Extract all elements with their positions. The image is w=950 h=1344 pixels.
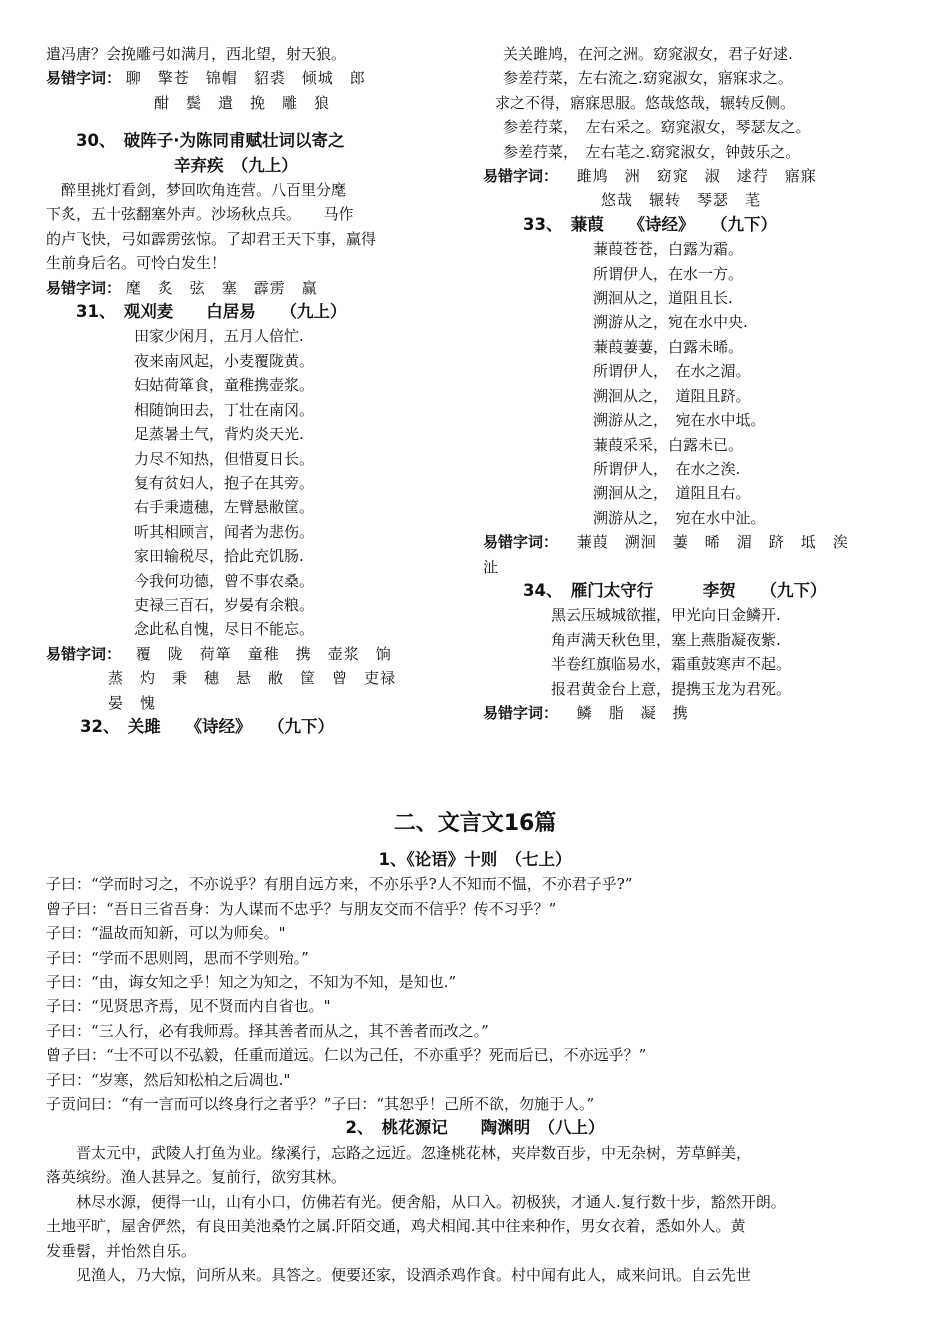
error-words-row xyxy=(46,642,451,666)
error-words: 晏 愧 xyxy=(108,693,157,712)
poem-line: 参差荇菜， 左右采之。窈窕淑女，琴瑟友之。 xyxy=(503,118,811,137)
poem-title: 31、 观刈麦 白居易 （九上） xyxy=(76,302,347,322)
poem-line: 田家少闲月，五月人倍忙. xyxy=(134,327,304,346)
poem-line: 参差荇菜，左右流之.窈窕淑女，寤寐求之。 xyxy=(503,69,793,88)
poem-line: 溯洄从之，道阻且长. xyxy=(593,289,733,308)
error-words: 蒹葭 溯洄 萋 晞 湄 跻 坻 涘 xyxy=(576,533,849,552)
error-words-label: 易错字词： xyxy=(483,533,559,552)
right-column xyxy=(483,42,903,725)
poem-line: 报君黄金台上意，提携玉龙为君死。 xyxy=(551,679,792,698)
left-column xyxy=(46,42,451,739)
error-words: 覆 陇 荷箪 童稚 携 壶浆 饷 xyxy=(135,644,392,663)
error-words-label: 易错字词： xyxy=(46,644,122,663)
poem-title: 33、 蒹葭 《诗经》 （九下） xyxy=(523,214,777,234)
poem-line: 溯游从之， 宛在水中坻。 xyxy=(593,411,766,430)
poem-line: 右手秉遗穗，左臂悬敝筐。 xyxy=(134,498,315,517)
poem-line: 相随饷田去，丁壮在南冈。 xyxy=(134,400,315,419)
poem-line: 溯洄从之， 道阻且跻。 xyxy=(593,386,751,405)
text-title: 1、《论语》十则 （七上） xyxy=(378,850,572,869)
poem-line: 所谓伊人， 在水之涘. xyxy=(593,459,741,478)
poem-line: 妇姑荷箪食，童稚携壶浆。 xyxy=(134,376,315,395)
classical-prose-section xyxy=(46,848,904,1287)
poem-line: 角声满天秋色里，塞上燕脂凝夜紫. xyxy=(551,630,781,649)
prose-line: 落英缤纷。渔人甚异之。复前行，欲穷其林。 xyxy=(46,1168,347,1187)
prose-line: 见渔人，乃大惊，问所从来。具答之。便要还家，设酒杀鸡作食。村中闻有此人，咸来问讯。自云先世 xyxy=(46,1265,752,1284)
poem-line: 溯洄从之， 道阻且右。 xyxy=(593,484,751,503)
error-words-label: 易错字词： xyxy=(483,703,559,722)
error-words-label: 易错字词： xyxy=(46,69,122,88)
error-words: 沚 xyxy=(483,557,499,576)
error-words-row xyxy=(46,276,451,300)
prose-line: 发垂髫，并怡然自乐。 xyxy=(46,1241,197,1260)
analects-line: 子曰：“学而不思则罔，思而不学则殆。” xyxy=(46,948,309,967)
poem-line: 复有贫妇人，抱子在其旁。 xyxy=(134,473,315,492)
prose-line: 林尽水源，便得一山，山有小口，仿佛若有光。便舍船，从口入。初极狭，才通人.复行数十步，豁然开朗。 xyxy=(46,1192,786,1211)
poem-line: 求之不得，寤寐思服。悠哉悠哉，辗转反侧。 xyxy=(495,93,796,112)
poem-line: 所谓伊人， 在水之湄。 xyxy=(593,362,751,381)
poem-line: 遣冯唐？会挽雕弓如满月，西北望，射天狼。 xyxy=(46,45,347,63)
analects-line: 子曰：“岁寒，然后知松柏之后凋也." xyxy=(46,1070,291,1089)
error-words-row xyxy=(46,66,451,90)
prose-line: 土地平旷，屋舍俨然，有良田美池桑竹之属.阡陌交通，鸡犬相闻.其中往来种作，男女衣着，悉如外人。黄 xyxy=(46,1217,746,1236)
poem-line: 半卷红旗临易水，霜重鼓寒声不起。 xyxy=(551,655,792,674)
poem-line: 黑云压城城欲摧，甲光向日金鳞开. xyxy=(551,606,781,625)
poem-line: 蒹葭采采，白露未已。 xyxy=(593,435,744,454)
poem-line: 足蒸暑土气，背灼炎天光. xyxy=(134,425,304,444)
poem-line: 的卢飞快，弓如霹雳弦惊。了却君王天下事，赢得 xyxy=(46,229,377,248)
error-words: 蒸 灼 秉 穗 悬 敝 筐 曾 吏禄 xyxy=(108,669,397,688)
error-words-row xyxy=(483,701,903,725)
poem-line: 参差荇菜， 左右芼之.窈窕淑女，钟鼓乐之。 xyxy=(503,142,801,161)
poem-line: 关关雎鸠，在河之洲。窈窕淑女，君子好逑. xyxy=(503,45,793,63)
analects-line: 子曰：“三人行，必有我师焉。择其善者而从之，其不善者而改之。” xyxy=(46,1021,489,1040)
error-words-label: 易错字词： xyxy=(46,278,122,297)
poem-title: 30、 破阵子·为陈同甫赋壮词以寄之 xyxy=(76,131,345,151)
poem-line: 夜来南风起，小麦覆陇黄。 xyxy=(134,351,315,370)
poem-line: 今我何功德，曾不事农桑。 xyxy=(134,571,315,590)
poem-title: 34、 雁门太守行 李贺 （九下） xyxy=(523,580,827,600)
poem-line: 生前身后名。可怜白发生！ xyxy=(46,254,227,273)
poem-line: 蒹葭萋萋，白露未晞。 xyxy=(593,337,744,356)
text-title: 2、 桃花源记 陶渊明 （八上） xyxy=(345,1118,605,1138)
analects-line: 子曰：“见贤思齐焉，见不贤而内自省也。" xyxy=(46,997,331,1016)
analects-line: 曾子曰：“士不可以不弘毅，任重而道远。仁以为己任，不亦重乎？死而后已，不亦远乎？” xyxy=(46,1046,647,1065)
poem-title: 32、 关雎 《诗经》 （九下） xyxy=(80,716,334,736)
error-words: 聊 擎苍 锦帽 貂裘 倾城 郎 xyxy=(125,69,366,88)
poem-line: 所谓伊人，在水一方。 xyxy=(593,264,744,283)
poem-line: 吏禄三百石，岁晏有余粮。 xyxy=(134,595,315,614)
error-words-row xyxy=(483,530,903,554)
analects-line: 子贡问曰：“有一言而可以终身行之者乎？”子曰：“其恕乎！己所不欲，勿施于人。” xyxy=(46,1095,595,1114)
poem-line: 念此私自愧，尽日不能忘。 xyxy=(134,620,315,639)
poem-line: 溯游从之， 宛在水中沚。 xyxy=(593,508,766,527)
analects-line: 子曰：“学而时习之，不亦说乎？有朋自远方来，不亦乐乎?人不知而不愠，不亦君子乎?” xyxy=(46,875,633,894)
poem-author: 辛弃疾 （九上） xyxy=(174,155,298,175)
poem-line: 家田输税尽，拾此充饥肠. xyxy=(134,547,304,566)
error-words-row xyxy=(483,164,903,188)
section-title: 二、文言文16篇 xyxy=(393,811,557,836)
analects-line: 曾子曰：“吾日三省吾身：为人谋而不忠乎？与朋友交而不信乎？传不习乎？” xyxy=(46,899,557,918)
prose-line: 晋太元中，武陵人打鱼为业。缘溪行，忘路之远近。忽逢桃花林，夹岸数百步，中无杂树，芳草鲜美， xyxy=(46,1143,752,1162)
error-words: 悠哉 辗转 琴瑟 芼 xyxy=(601,191,762,210)
analects-line: 子曰：“由，诲女知之乎！知之为知之，不知为不知，是知也.” xyxy=(46,973,457,992)
error-words: 雎鸠 洲 窈窕 淑 逑荇 寤寐 xyxy=(576,167,817,186)
poem-line: 听其相顾言，闻者为悲伤。 xyxy=(134,522,315,541)
error-words: 麾 炙 弦 塞 霹雳 赢 xyxy=(125,278,318,297)
poem-line: 力尽不知热，但惜夏日长。 xyxy=(134,449,315,468)
analects-line: 子曰：“温故而知新，可以为师矣。" xyxy=(46,924,286,943)
error-words-label: 易错字词： xyxy=(483,167,559,186)
poem-line: 溯游从之，宛在水中央. xyxy=(593,313,748,332)
poem-line: 下炙，五十弦翻塞外声。沙场秋点兵。 马作 xyxy=(46,205,354,224)
poem-line: 蒹葭苍苍，白露为霜。 xyxy=(593,240,744,259)
error-words: 鳞 脂 凝 携 xyxy=(576,703,689,722)
error-words: 酣 鬓 遣 挽 雕 狼 xyxy=(154,93,331,112)
poem-line: 醉里挑灯看剑，梦回吹角连营。八百里分麾 xyxy=(46,181,347,200)
